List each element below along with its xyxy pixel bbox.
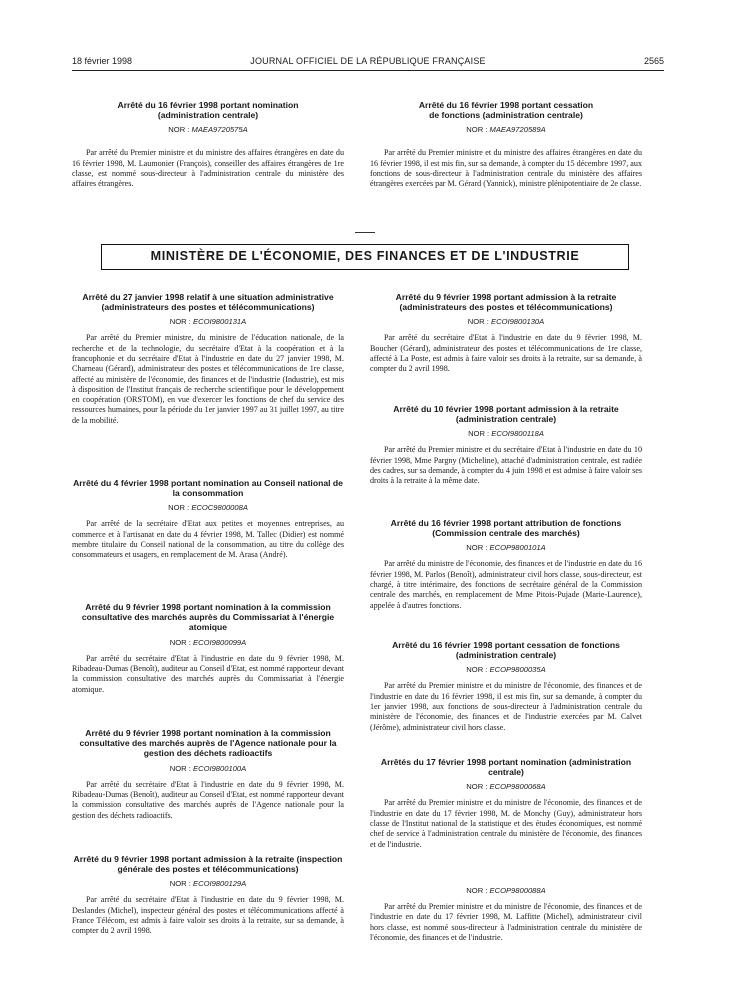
header-rule bbox=[72, 70, 664, 71]
nor-reference: NOR : MAEA9720575A bbox=[168, 125, 248, 135]
article bbox=[72, 728, 344, 821]
article bbox=[370, 404, 642, 487]
article-body: Par arrêté du Premier ministre, du ministre de l'éducation nationale, de la recherche et de la technologie, du secrétaire d'Etat à la coopération et à la francophonie et du secrétaire d'Etat à l'industrie en date du 27 janvier 1998, M. Charneau (Gérard), administrateur des postes et télécommunications de 1re classe, affecté au ministère de l'économie, des finances et de l'industrie (Industrie), est mis à disposition de l'Institut français de recherche scientifique pour le développement en coopération (ORSTOM), en vue d'exercer les fonctions de chef du service des ressources humaines, pour la période du 1er janvier 1997 au 31 juillet 1997, au titre de la mobilité. bbox=[72, 333, 344, 425]
article-title: Arrêté du 9 février 1998 portant nomination à la commission consultative des marchés auprès de l'Agence nationale pour la gestion des déchets radioactifs bbox=[79, 728, 337, 759]
article-body: Par arrêté du Premier ministre et du ministre de l'économie, des finances et de l'industrie en date du 17 février 1998, M. de Monchy (Guy), administrateur hors classe de l'Institut national de la statistique et des études économiques, est nommé chef de service à l'administration centrale du ministère de l'économie, des finances et de l'industrie. bbox=[370, 798, 642, 849]
nor-reference: NOR : ECOP9800088A bbox=[466, 886, 546, 895]
ministry-banner: MINISTÈRE DE L'ÉCONOMIE, DES FINANCES ET DE L'INDUSTRIE bbox=[101, 244, 629, 270]
nor-reference: NOR : ECOI9800099A bbox=[169, 637, 247, 647]
article-body: Par arrêté du Premier ministre et du ministre des affaires étrangères en date du 16 février 1998, M. Laumonier (François), conseiller des affaires étrangères de 1re classe, est nommé sous-directeur à l'administration centrale du ministère des affaires étrangères. bbox=[72, 148, 344, 189]
article-title: Arrêté du 27 janvier 1998 relatif à une situation administrative (administrateurs des postes et télécommunications) bbox=[82, 292, 334, 313]
article-body: Par arrêté du Premier ministre et du ministre de l'économie, des finances et de l'industrie en date du 17 février 1998, M. Laffitte (Michel), administrateur civil hors classe, est nommé sous-directeur à l'administration centrale du ministère de l'économie, des finances et de l'industrie. bbox=[370, 902, 642, 942]
article bbox=[72, 292, 344, 426]
top-left-article bbox=[72, 100, 344, 190]
article-body: Par arrêté du Premier ministre et du ministre des affaires étrangères en date du 16 février 1998, il est mis fin, sur sa demande, à compter du 15 décembre 1997, aux fonctions de sous-directeur à l'administration centrale du ministère des affaires étrangères exercées par M. Gérard (Yannick), ministre plénipotentiaire de 2e classe. bbox=[370, 148, 642, 189]
nor-reference: NOR : ECOI9800129A bbox=[169, 879, 247, 889]
right-column bbox=[370, 292, 642, 962]
article-title: Arrêté du 16 février 1998 portant attribution de fonctions (Commission centrale des marchés) bbox=[390, 518, 622, 539]
left-column bbox=[72, 292, 344, 962]
article-title: Arrêté du 4 février 1998 portant nomination au Conseil national de la consommation bbox=[73, 478, 343, 499]
header-date: 18 février 1998 bbox=[72, 56, 133, 66]
article-body: Par arrêté du ministre de l'économie, des finances et de l'industrie en date du 16 février 1998, M. Parlos (Benoît), administrateur civil hors classe, sous-directeur, est chargé, à titre intérimaire, des fonctions de secrétaire général de la Commission centrale des marchés, en remplacement de Mme Pitois-Pujade (Marie-Laurence), appelée à d'autres fonctions. bbox=[370, 559, 642, 610]
article bbox=[72, 854, 344, 937]
nor-reference: NOR : ECOI9800118A bbox=[468, 429, 544, 439]
header-journal-title: JOURNAL OFFICIEL DE LA RÉPUBLIQUE FRANÇAISE bbox=[250, 56, 486, 66]
nor-reference: NOR : ECOI9800130A bbox=[467, 317, 545, 327]
page-header bbox=[72, 56, 664, 70]
article-title: Arrêté du 9 février 1998 portant admission à la retraite (administrateurs des postes et télécommunications) bbox=[395, 292, 617, 313]
article bbox=[370, 640, 642, 733]
article-body: Par arrêté du Premier ministre et du secrétaire d'Etat à l'industrie en date du 10 février 1998, Mme Pargny (Micheline), attaché d'administration centrale, est radiée des cadres, sur sa demande, à compter du 4 juin 1998 et est admise à faire valoir ses droits à la retraite à la même date. bbox=[370, 445, 642, 486]
article-title: Arrêté du 16 février 1998 portant cessation de fonctions (administration centrale) bbox=[392, 640, 620, 661]
article bbox=[370, 518, 642, 611]
nor-reference: NOR : ECOI9800131A bbox=[169, 317, 247, 327]
article-body: Par arrêté du secrétaire d'Etat à l'industrie en date du 9 février 1998, M. Boucher (Gérard), administrateur des postes et télécommunications de 1re classe, affecté à La Poste, est admis à faire valoir ses droits à la retraite, sur sa demande, à compter du 2 avril 1998. bbox=[370, 333, 642, 374]
nor-reference: NOR : ECOP9800068A bbox=[466, 782, 546, 792]
nor-reference: NOR : ECOP9800035A bbox=[466, 665, 546, 675]
article-title: Arrêté du 10 février 1998 portant admission à la retraite (administration centrale) bbox=[393, 404, 619, 425]
article-title: Arrêté du 9 février 1998 portant nomination à la commission consultative des marchés auprès du Commissariat à l'énergie atomique bbox=[81, 602, 335, 633]
separator-tick bbox=[355, 232, 375, 233]
nor-reference: NOR : MAEA9720589A bbox=[466, 125, 546, 135]
article bbox=[72, 478, 344, 561]
article bbox=[370, 886, 642, 943]
article-body: Par arrêté du Premier ministre et du ministre de l'économie, des finances et de l'industrie en date du 16 février 1998, il est mis fin, sur sa demande, à compter du 1er janvier 1998, aux fonctions de sous-directeur à l'administration centrale du ministère de l'économie, des finances et de l'industrie exercées par M. Calvet (Jérôme), administrateur civil hors classe. bbox=[370, 681, 642, 732]
header-page-number: 2565 bbox=[643, 56, 664, 66]
article-title: Arrêté du 9 février 1998 portant admission à la retraite (inspection générale des postes et télécommunications) bbox=[73, 854, 343, 875]
article-title: Arrêté du 16 février 1998 portant cessation de fonctions (administration centrale) bbox=[418, 100, 594, 121]
article-body: Par arrêté de la secrétaire d'Etat aux petites et moyennes entreprises, au commerce et à l'artisanat en date du 4 février 1998, M. Tallec (Didier) est nommé membre titulaire du Conseil national de la consommation, au titre du collège des consommateurs et usagers, en remplacement de M. Arasa (André). bbox=[72, 519, 344, 560]
article bbox=[72, 602, 344, 695]
nor-reference: NOR : ECOP9800101A bbox=[466, 543, 546, 553]
top-right-article bbox=[370, 100, 642, 190]
article-title: Arrêté du 16 février 1998 portant nomination (administration centrale) bbox=[117, 100, 299, 121]
article-title: Arrêtés du 17 février 1998 portant nomination (administration centrale) bbox=[380, 757, 632, 778]
nor-reference: NOR : ECOI9800100A bbox=[169, 763, 247, 773]
nor-reference: NOR : ECOC9800008A bbox=[168, 503, 248, 513]
article bbox=[370, 292, 642, 375]
article-body: Par arrêté du secrétaire d'Etat à l'industrie en date du 9 février 1998, M. Deslandes (Michel), inspecteur général des postes et télécommunications affecté à France Télécom, est admis à faire valoir ses droits à la retraite, sur sa demande, à compter du 2 avril 1998. bbox=[72, 895, 344, 936]
article-body: Par arrêté du secrétaire d'Etat à l'industrie en date du 9 février 1998, M. Ribadeau-Dumas (Benoît), auditeur au Conseil d'Etat, est nommé rapporteur devant la commission consultative des marchés auprès de l'Agence nationale pour la gestion des déchets radioactifs. bbox=[72, 779, 344, 820]
article-body: Par arrêté du secrétaire d'Etat à l'industrie en date du 9 février 1998, M. Ribadeau-Dumas (Benoît), auditeur au Conseil d'Etat, est nommé rapporteur devant la commission consultative des marchés auprès du Commissariat à l'énergie atomique. bbox=[72, 653, 344, 694]
article bbox=[370, 757, 642, 850]
